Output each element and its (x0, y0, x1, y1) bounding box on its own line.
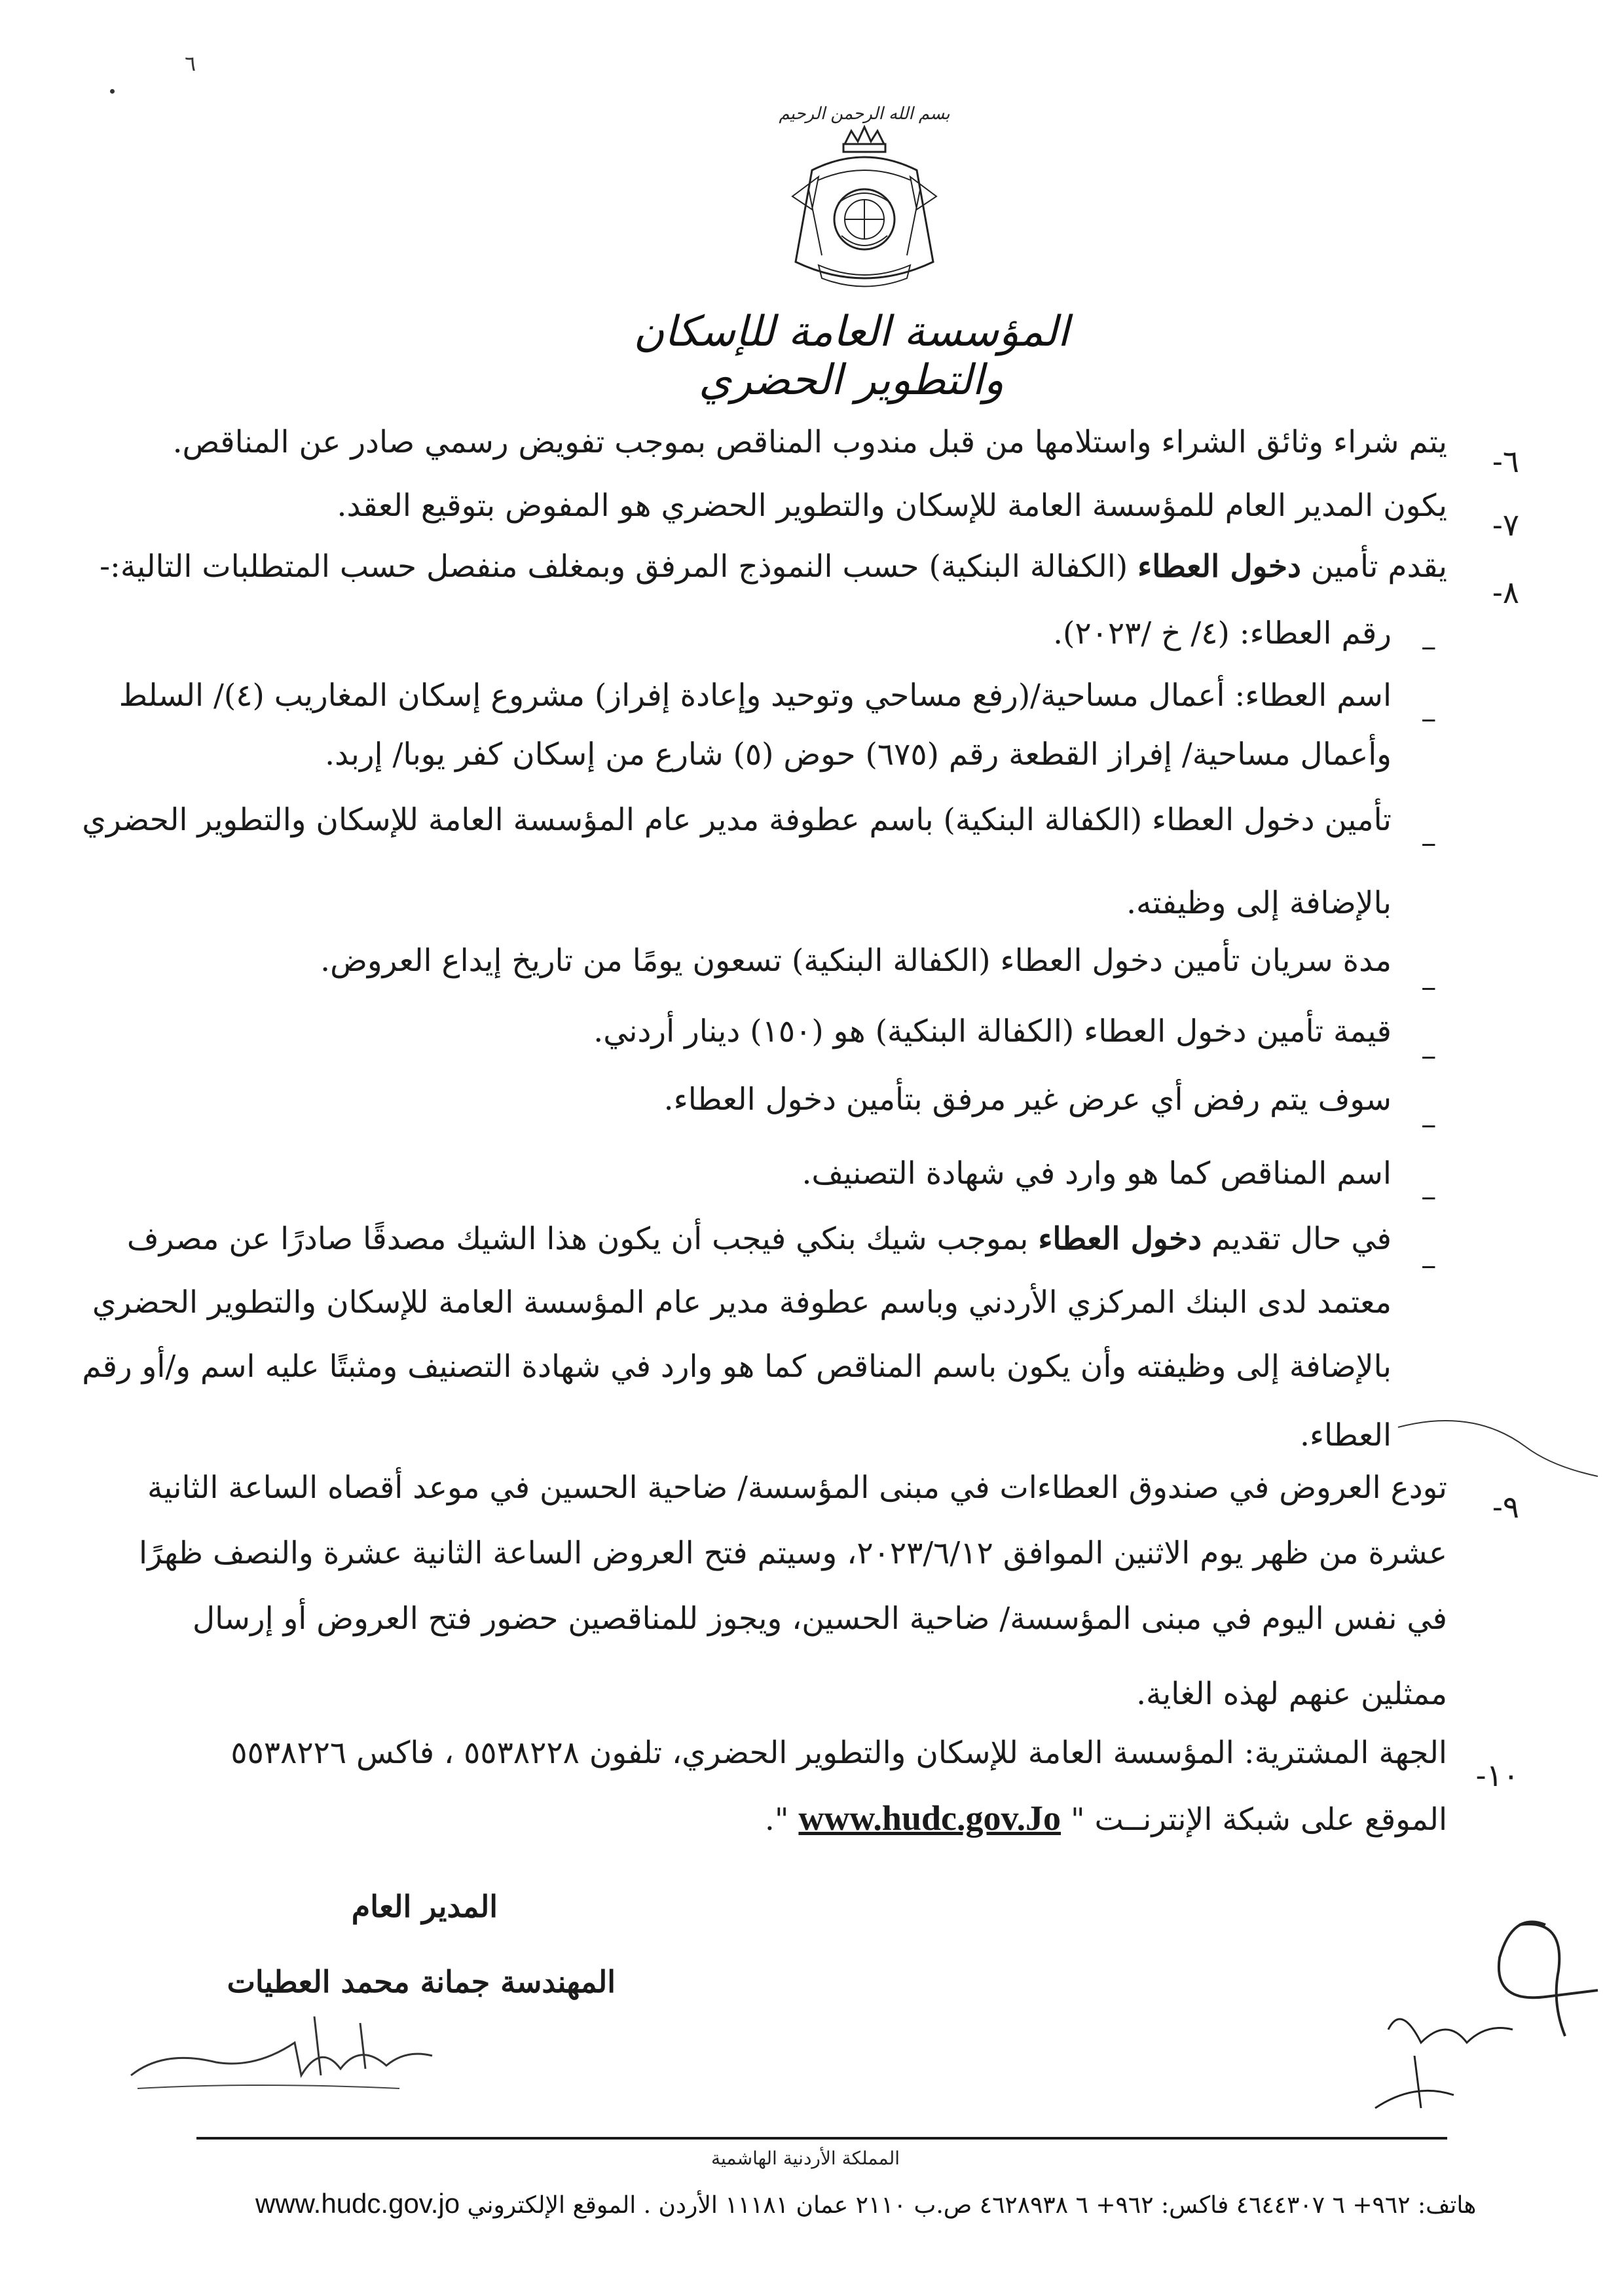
item-8-dash: – (1421, 1247, 1437, 1283)
footer-contact-text: هاتف: ٩٦٢+ ٦ ٤٦٤٤٣٠٧ فاكس: ٩٦٢+ ٦ ٤٦٢٨٩٣٨ ص.ب ٢١١٠ عمان ١١١٨١ الأردن . الموقع الإلكتروني (467, 2192, 1477, 2219)
coat-of-arms-icon (773, 98, 956, 321)
svg-text:بسم الله الرحمن الرحيم: بسم الله الرحمن الرحيم (779, 104, 950, 124)
item-check-line3: بالإضافة إلى وظيفته وأن يكون باسم المناقص كما هو وارد في شهادة التصنيف ومثبتًا عليه اسم و/أو رقم (82, 1349, 1392, 1385)
clause-9-line2: عشرة من ظهر يوم الاثنين الموافق ٢٠٢٣/٦/١٢، وسيتم فتح العروض الساعة الثانية عشرة والنصف ظهرًا (138, 1535, 1447, 1571)
clause-8-number: ٨- (1492, 575, 1519, 611)
item-1-dash: – (1421, 629, 1437, 665)
item-5-dash: – (1421, 1038, 1437, 1074)
initials-mark (1349, 1899, 1611, 2115)
clause-6-number: ٦- (1492, 444, 1519, 480)
item-bid-name-line2: وأعمال مساحية/ إفراز القطعة رقم (٦٧٥) حوض (٥) شارع من إسكان كفر يوبا/ إربد. (325, 737, 1392, 773)
item-rejection-note: سوف يتم رفض أي عرض غير مرفق بتأمين دخول العطاء. (663, 1082, 1392, 1118)
item-bid-name-line1: اسم العطاء: أعمال مساحية/(رفع مساحي وتوحيد وإعادة إفراز) مشروع إسكان المغاريب (٤)/ السلط (119, 678, 1392, 714)
clause-10-line2: الموقع على شبكة الإنترنــت " www.hudc.gov.Jo ". (764, 1798, 1447, 1838)
clause-9-number: ٩- (1492, 1489, 1519, 1525)
item-check-line4: العطاء. (1300, 1417, 1392, 1453)
item-7-dash: – (1421, 1178, 1437, 1214)
signatory-title: المدير العام (351, 1889, 498, 1924)
clause-10-number: ١٠- (1475, 1758, 1519, 1794)
item-check-line2: معتمد لدى البنك المركزي الأردني وباسم عطوفة مدير عام المؤسسة العامة للإسكان والتطوير الحضري (92, 1285, 1392, 1321)
item-2-dash: – (1421, 701, 1437, 737)
footer-contact (255, 2188, 1476, 2219)
clause-6-text: يتم شراء وثائق الشراء واستلامها من قبل مندوب المناقص بموجب تفويض رسمي صادر عن المناقص. (172, 424, 1447, 460)
website-link[interactable]: www.hudc.gov.Jo (798, 1798, 1061, 1838)
item-bond-beneficiary-line1: تأمين دخول العطاء (الكفالة البنكية) باسم عطوفة مدير عام المؤسسة العامة للإسكان والتطوير الحضري (82, 802, 1392, 838)
clause-7-number: ٧- (1492, 507, 1519, 543)
item-bidder-name: اسم المناقص كما هو وارد في شهادة التصنيف. (802, 1156, 1392, 1192)
item-check-line1: في حال تقديم دخول العطاء بموجب شيك بنكي فيجب أن يكون هذا الشيك مصدقًا صادرًا عن مصرف (126, 1221, 1392, 1257)
footer-divider (196, 2137, 1447, 2140)
signatory-name: المهندسة جمانة محمد العطيات (227, 1964, 616, 1999)
item-bond-beneficiary-line2: بالإضافة إلى وظيفته. (1126, 885, 1392, 921)
clause-7-text: يكون المدير العام للمؤسسة العامة للإسكان والتطوير الحضري هو المفوض بتوقيع العقد. (337, 488, 1447, 524)
item-bond-validity: مدة سريان تأمين دخول العطاء (الكفالة البنكية) تسعون يومًا من تاريخ إيداع العروض. (320, 943, 1392, 979)
agency-name: المؤسسة العامة للإسكان والتطوير الحضري (633, 308, 1069, 405)
handwritten-signature (124, 2003, 465, 2102)
clause-9-line4: ممثلين عنهم لهذه الغاية. (1136, 1676, 1447, 1712)
page-mark: ٦ (185, 51, 196, 76)
item-3-dash: – (1421, 825, 1437, 861)
footer-website-link[interactable]: www.hudc.gov.jo (255, 2188, 460, 2219)
footer-kingdom: المملكة الأردنية الهاشمية (710, 2147, 900, 2169)
clause-9-line1: تودع العروض في صندوق العطاءات في مبنى المؤسسة/ ضاحية الحسين في موعد أقصاه الساعة الثانية (147, 1470, 1447, 1506)
clause-10-line1: الجهة المشترية: المؤسسة العامة للإسكان والتطوير الحضري، تلفون ٥٥٣٨٢٢٨ ، فاكس ٥٥٣٨٢٢٦ (231, 1735, 1447, 1771)
item-4-dash: – (1421, 969, 1437, 1005)
clause-8-text: يقدم تأمين دخول العطاء (الكفالة البنكية) حسب النموذج المرفق وبمغلف منفصل حسب المتطلبات التالية:- (100, 549, 1447, 585)
scan-dot (110, 89, 115, 94)
clause-9-line3: في نفس اليوم في مبنى المؤسسة/ ضاحية الحسين، ويجوز للمناقصين حضور فتح العروض أو إرسال (193, 1601, 1447, 1637)
item-6-dash: – (1421, 1106, 1437, 1142)
item-bond-value: قيمة تأمين دخول العطاء (الكفالة البنكية) هو (١٥٠) دينار أردني. (593, 1013, 1392, 1049)
item-bid-number: رقم العطاء: (٤/ خ /٢٠٢٣). (1053, 615, 1392, 651)
